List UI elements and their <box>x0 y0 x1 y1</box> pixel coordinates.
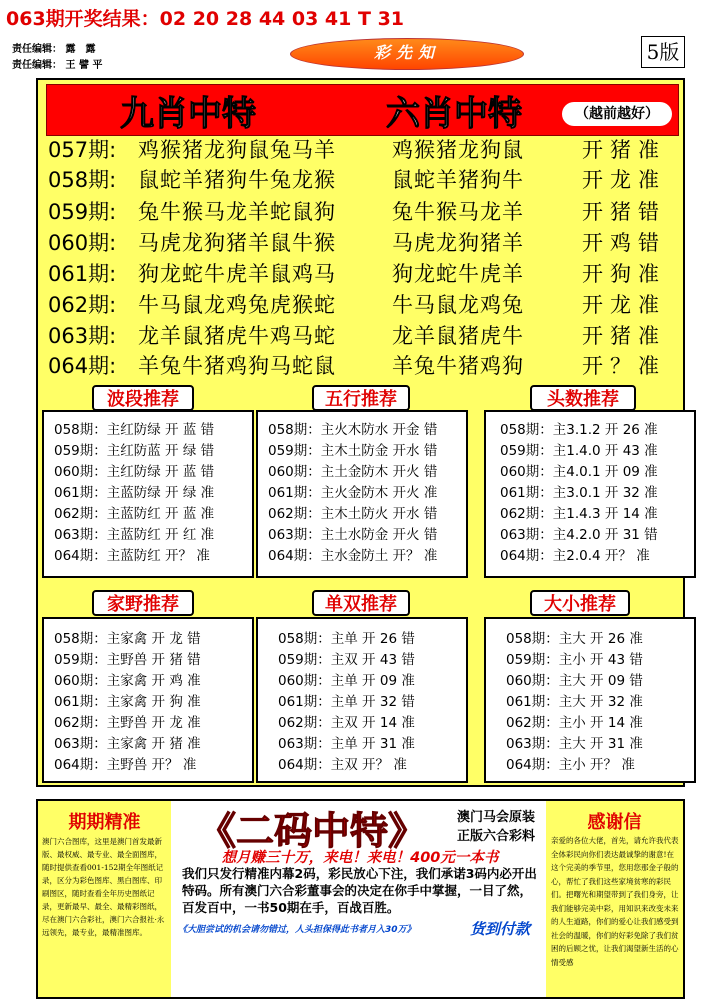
row-six: 狗龙蛇牛虎羊 <box>392 262 524 286</box>
box-line: 060期：主家禽 开 鸡 准 <box>54 673 201 689</box>
box-line: 064期：主2.0.4 开？ 准 <box>500 548 650 564</box>
cash-on-delivery: 货到付款 <box>470 920 531 938</box>
prediction-row <box>42 164 682 194</box>
head-number-box <box>484 410 696 578</box>
box-line: 058期：主家禽 开 龙 错 <box>54 631 201 647</box>
box-line: 063期：主蓝防红 开 红 准 <box>54 527 215 543</box>
row-nine: 龙羊鼠猪虎牛鸡马蛇 <box>138 324 336 348</box>
box-line: 063期：主单 开 31 准 <box>278 736 415 752</box>
box-line: 064期：主双 开？ 准 <box>278 757 407 773</box>
row-pick: 开猪准 <box>582 138 666 162</box>
row-pick: 开龙准 <box>582 168 666 192</box>
box-line: 058期：主单 开 26 错 <box>278 631 415 647</box>
row-nine: 狗龙蛇牛虎羊鼠鸡马 <box>138 262 336 286</box>
box-line: 058期：主红防绿 开 蓝 错 <box>54 422 215 438</box>
ad-body-text: 我们只发行精准内幕2码，彩民放心下注，我们承诺3码内必开出特码。所有澳门六合彩董事会的决定在你手中掌握，一目了然，百发百中，一书50期在手，百战百胜。 <box>182 866 537 915</box>
box-line: 061期：主火金防木 开火 准 <box>268 485 438 501</box>
ad-slogan: 想月赚三十万，来电！来电！400元一本书 <box>221 850 499 866</box>
row-pick: 开猪错 <box>582 200 666 224</box>
row-six: 兔牛猴马龙羊 <box>392 200 524 224</box>
big-small-box <box>484 617 696 783</box>
box-line: 061期：主蓝防绿 开 绿 准 <box>54 485 215 501</box>
row-nine: 鸡猴猪龙狗鼠兔马羊 <box>138 138 336 162</box>
row-period: 057期: <box>48 138 117 162</box>
box-line: 058期：主大 开 26 准 <box>506 631 643 647</box>
row-pick: 开鸡错 <box>582 231 666 255</box>
box-line: 062期：主木土防火 开水 错 <box>268 506 438 522</box>
box-line: 064期：主蓝防红 开？ 准 <box>54 548 210 564</box>
box-line: 058期：主3.1.2 开 26 准 <box>500 422 658 438</box>
ad-tagline: 《大胆尝试的机会请勿错过，人头担保得此书者月入30万》 <box>178 925 416 935</box>
brand-name: 彩先知 <box>373 43 440 62</box>
ad-side-label <box>448 808 544 846</box>
ad-title: 《二码中特》 <box>197 809 426 853</box>
draw-result-line: 063期开奖结果：02 20 28 44 03 41 T 31 <box>6 8 405 30</box>
prediction-row <box>42 350 682 380</box>
domestic-wild-tab: 家野推荐 <box>92 590 194 616</box>
box-line: 062期：主1.4.3 开 14 准 <box>500 506 658 522</box>
nine-zodiac-heading: 九肖中特 <box>120 94 256 134</box>
row-six: 牛马鼠龙鸡兔 <box>392 293 524 317</box>
editor-credit-2: 责任编辑： 王 譬 平 <box>12 60 103 71</box>
row-nine: 牛马鼠龙鸡兔虎猴蛇 <box>138 293 336 317</box>
prediction-row <box>42 227 682 257</box>
box-line: 062期：主双 开 14 准 <box>278 715 415 731</box>
odd-even-tab: 单双推荐 <box>312 590 410 616</box>
footer-left-title: 期期精准 <box>68 812 141 833</box>
row-period: 063期: <box>48 324 117 348</box>
row-nine: 兔牛猴马龙羊蛇鼠狗 <box>138 200 336 224</box>
prediction-row <box>42 258 682 288</box>
six-zodiac-heading: 六肖中特 <box>386 94 522 134</box>
prediction-row <box>42 196 682 226</box>
box-line: 062期：主小 开 14 准 <box>506 715 643 731</box>
row-six: 鸡猴猪龙狗鼠 <box>392 138 524 162</box>
domestic-wild-box <box>42 617 254 783</box>
prediction-row <box>42 134 682 164</box>
box-line: 059期：主木土防金 开水 错 <box>268 443 438 459</box>
element-box <box>256 410 468 578</box>
row-period: 058期: <box>48 168 117 192</box>
ad-side-line-2: 正版六合彩料 <box>456 829 535 844</box>
footer-left-text: 澳门六合图库，这里是澳门首发最新版、最权威、最专业、最全面图库，随时提供查看001-152期全年图纸记录，区分为彩色图库、黑白图库、印刷图区，随时查看全年历史图纸记录，更新最早、最全、最精彩图纸，尽在澳门六合彩社，澳门六合报社·永远领先，最专业，最精准图库。 <box>42 837 165 937</box>
prediction-row <box>42 320 682 350</box>
box-line: 061期：主大 开 32 准 <box>506 694 643 710</box>
row-pick: 开？准 <box>582 354 666 378</box>
box-line: 061期：主家禽 开 狗 准 <box>54 694 201 710</box>
row-period: 062期: <box>48 293 117 317</box>
box-line: 063期：主4.2.0 开 31 错 <box>500 527 658 543</box>
row-period: 061期: <box>48 262 117 286</box>
box-line: 059期：主红防蓝 开 绿 错 <box>54 443 215 459</box>
box-line: 060期：主4.0.1 开 09 准 <box>500 464 658 480</box>
box-line: 062期：主蓝防红 开 蓝 准 <box>54 506 215 522</box>
footer-right-text: 亲爱的各位大佬，首先，请允许我代表全体彩民向你们表达最诚挚的谢意!在这个完美的季节里，您用您那金子般的心，帮忙了我们这些家境贫寒的彩民们。把曙光和期望带到了我们身旁，让我们能够完美中彩，用知识来改变未来的人生道路，你们的爱心让我们感受到社会的温暖，你们的好彩免除了我们贫困的后顾之忧，让我们渴望新生活的心情受感 <box>551 836 679 967</box>
heading-note: （越前越好） <box>562 102 672 126</box>
box-line: 063期：主家禽 开 猪 准 <box>54 736 201 752</box>
wave-tab: 波段推荐 <box>92 385 194 411</box>
row-period: 064期: <box>48 354 117 378</box>
box-line: 059期：主双 开 43 错 <box>278 652 415 668</box>
box-line: 058期：主火木防水 开金 错 <box>268 422 438 438</box>
row-pick: 开狗准 <box>582 262 666 286</box>
brand-banner <box>290 38 524 70</box>
edition-badge: 5版 <box>641 36 685 68</box>
box-line: 063期：主大 开 31 准 <box>506 736 643 752</box>
box-line: 061期：主单 开 32 错 <box>278 694 415 710</box>
row-nine: 羊兔牛猪鸡狗马蛇鼠 <box>138 354 336 378</box>
prediction-row <box>42 289 682 319</box>
box-line: 060期：主单 开 09 准 <box>278 673 415 689</box>
box-line: 060期：主土金防木 开火 错 <box>268 464 438 480</box>
row-nine: 鼠蛇羊猪狗牛兔龙猴 <box>138 168 336 192</box>
box-line: 060期：主大 开 09 错 <box>506 673 643 689</box>
box-line: 064期：主水金防土 开？ 准 <box>268 548 438 564</box>
editor-credit-1: 责任编辑： 露 露 <box>12 44 96 55</box>
box-line: 059期：主1.4.0 开 43 准 <box>500 443 658 459</box>
footer-right-title: 感谢信 <box>587 812 642 833</box>
head-number-tab: 头数推荐 <box>530 385 636 411</box>
box-line: 064期：主野兽 开？ 准 <box>54 757 197 773</box>
box-line: 059期：主小 开 43 错 <box>506 652 643 668</box>
row-six: 鼠蛇羊猪狗牛 <box>392 168 524 192</box>
element-tab: 五行推荐 <box>312 385 410 411</box>
row-six: 羊兔牛猪鸡狗 <box>392 354 524 378</box>
box-line: 064期：主小 开？ 准 <box>506 757 635 773</box>
row-period: 059期: <box>48 200 117 224</box>
box-line: 059期：主野兽 开 猪 错 <box>54 652 201 668</box>
box-line: 061期：主3.0.1 开 32 准 <box>500 485 658 501</box>
big-small-tab: 大小推荐 <box>530 590 630 616</box>
row-pick: 开猪准 <box>582 324 666 348</box>
ad-side-line-1: 澳门马会原装 <box>456 810 535 825</box>
row-pick: 开龙准 <box>582 293 666 317</box>
row-six: 马虎龙狗猪羊 <box>392 231 524 255</box>
row-period: 060期: <box>48 231 117 255</box>
odd-even-box <box>256 617 468 783</box>
box-line: 063期：主土水防金 开火 错 <box>268 527 438 543</box>
row-six: 龙羊鼠猪虎牛 <box>392 324 524 348</box>
box-line: 060期：主红防绿 开 蓝 错 <box>54 464 215 480</box>
row-nine: 马虎龙狗猪羊鼠牛猴 <box>138 231 336 255</box>
ad-body <box>182 865 538 916</box>
wave-box <box>42 410 254 578</box>
box-line: 062期：主野兽 开 龙 准 <box>54 715 201 731</box>
